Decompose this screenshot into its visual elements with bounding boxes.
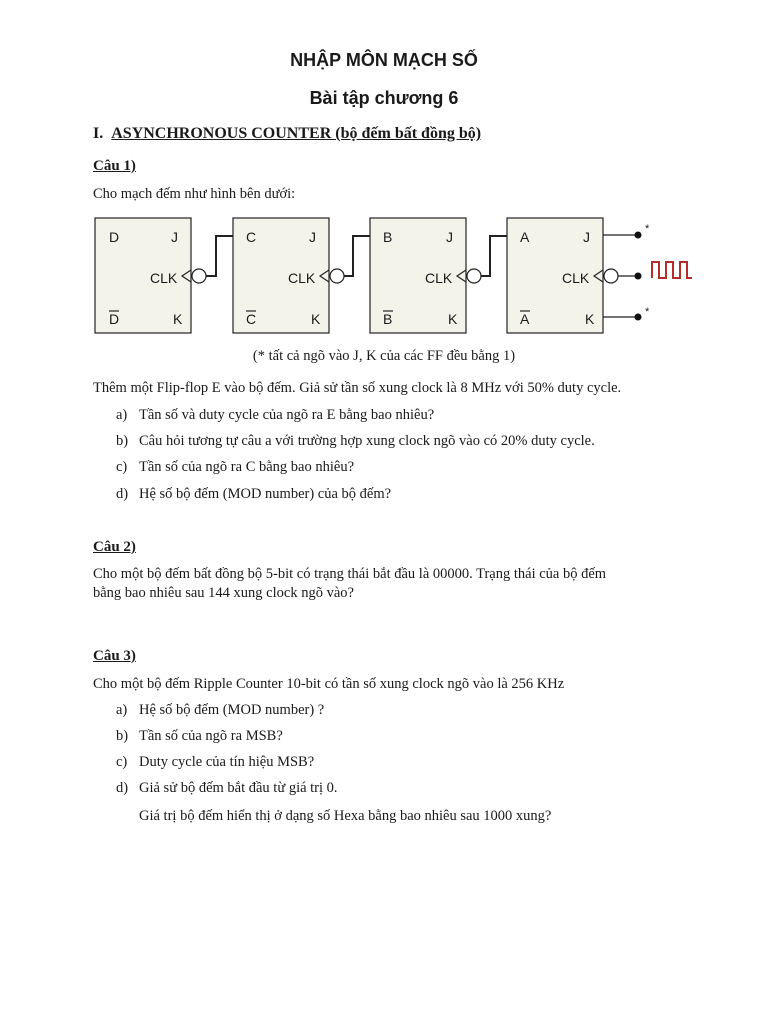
question-2-label: Câu 2) [93, 539, 136, 555]
ff-j-label: J [583, 229, 590, 245]
ff-qbar-label: C [246, 311, 257, 327]
wire-c-to-d [206, 236, 233, 276]
ff-j-label: J [309, 229, 316, 245]
section-number: I. [93, 125, 104, 142]
ff-q-label: D [109, 229, 120, 245]
list-item-continuation: Giá trị bộ đếm hiển thị ở dạng số Hexa bằng bao nhiêu sau 1000 xung? [139, 808, 552, 824]
j-star: * [645, 223, 650, 235]
wire-a-to-b [481, 236, 507, 276]
diagram-note: (* tất cả ngõ vào J, K của các FF đều bằng 1) [252, 348, 516, 364]
ff-q-label: A [520, 229, 530, 245]
ff-k-label: K [585, 311, 595, 327]
list-item: a) Hệ số bộ đếm (MOD number) ? [116, 702, 325, 718]
flipflop-d [95, 218, 206, 333]
question-3-intro: Cho một bộ đếm Ripple Counter 10-bit có tần số xung clock ngõ vào là 256 KHz [93, 676, 565, 692]
j-input-terminal [635, 232, 642, 239]
list-item: b) Tần số của ngõ ra MSB? [116, 728, 283, 744]
section-heading [93, 125, 481, 143]
section-title: ASYNCHRONOUS COUNTER (bộ đếm bất đồng bộ) [111, 125, 482, 142]
list-item: d) Giả sử bộ đếm bắt đầu từ giá trị 0. [116, 780, 338, 796]
question-2-line-2: bằng bao nhiêu sau 144 xung clock ngõ vào? [93, 585, 354, 601]
question-1-body: Thêm một Flip-flop E vào bộ đếm. Giả sử tần số xung clock là 8 MHz với 50% duty cycle. [93, 380, 622, 396]
wire-b-to-c [344, 236, 370, 276]
ff-k-label: K [173, 311, 183, 327]
question-2-line-1: Cho một bộ đếm bất đồng bộ 5-bit có trạng thái bắt đầu là 00000. Trạng thái của bộ đếm [93, 566, 607, 582]
list-item: a) Tần số và duty cycle của ngõ ra E bằng bao nhiêu? [116, 407, 435, 423]
ff-q-label: B [383, 229, 393, 245]
ff-clk-label: CLK [288, 270, 316, 286]
ff-j-label: J [171, 229, 178, 245]
ff-qbar-label: B [383, 311, 393, 327]
ff-k-label: K [448, 311, 458, 327]
page-subtitle: Bài tập chương 6 [309, 88, 459, 108]
ff-qbar-label: D [109, 311, 120, 327]
list-item: b) Câu hỏi tương tự câu a với trường hợp xung clock ngõ vào có 20% duty cycle. [116, 433, 595, 449]
flipflop-c [233, 218, 344, 333]
ff-qbar-label: A [520, 311, 530, 327]
ff-clk-label: CLK [425, 270, 453, 286]
question-1-label: Câu 1) [93, 158, 136, 174]
ff-clk-label: CLK [150, 270, 178, 286]
flipflop-a [507, 218, 618, 333]
clock-pulse-icon [652, 262, 692, 278]
page-title: NHẬP MÔN MẠCH SỐ [290, 50, 478, 70]
list-item: c) Duty cycle của tín hiệu MSB? [116, 754, 315, 770]
flipflop-b [370, 218, 481, 333]
ff-clk-label: CLK [562, 270, 590, 286]
question-3-label: Câu 3) [93, 648, 136, 664]
clock-input-terminal [635, 273, 642, 280]
ff-k-label: K [311, 311, 321, 327]
list-item: d) Hệ số bộ đếm (MOD number) của bộ đếm? [116, 486, 392, 502]
list-item: c) Tần số của ngõ ra C bằng bao nhiêu? [116, 459, 355, 475]
k-star: * [645, 306, 650, 318]
k-input-terminal [635, 314, 642, 321]
question-1-intro: Cho mạch đếm như hình bên dưới: [93, 186, 296, 202]
counter-circuit-diagram [0, 212, 768, 342]
ff-q-label: C [246, 229, 257, 245]
ff-j-label: J [446, 229, 453, 245]
